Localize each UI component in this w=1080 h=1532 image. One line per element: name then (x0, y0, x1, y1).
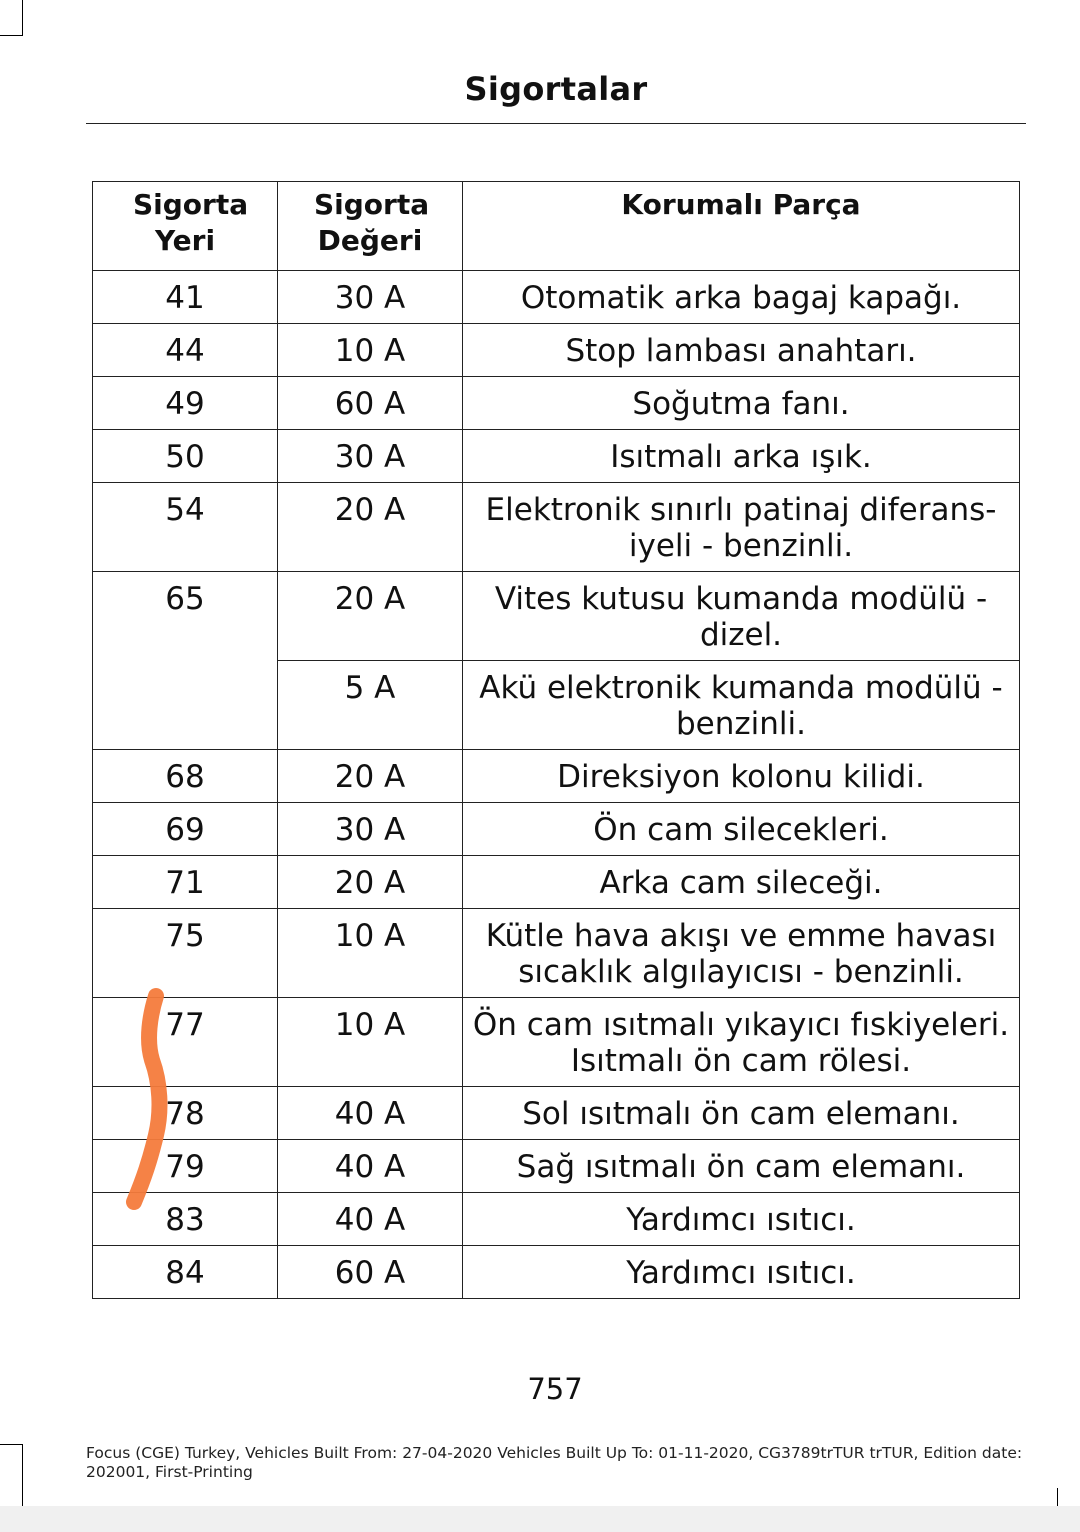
protected-component: Arka cam sileceği. (463, 856, 1020, 909)
fuse-rating: 10 A (278, 324, 463, 377)
fuse-location: 83 (93, 1193, 278, 1246)
fuse-rating: 30 A (278, 803, 463, 856)
fuse-location: 78 (93, 1087, 278, 1140)
fuse-location: 54 (93, 483, 278, 572)
protected-component: Ön cam silecekleri. (463, 803, 1020, 856)
fuse-rating: 30 A (278, 271, 463, 324)
fuse-rating: 5 A (278, 661, 463, 750)
protected-component: Stop lambası anahtarı. (463, 324, 1020, 377)
protected-component: Otomatik arka bagaj kapağı. (463, 271, 1020, 324)
protected-component: Direksiyon kolonu kilidi. (463, 750, 1020, 803)
fuse-rating: 20 A (278, 750, 463, 803)
protected-component: Ön cam ısıtmalı yıkayıcı fıskiyeleri. Isıtmalı ön cam rölesi. (463, 998, 1020, 1087)
fuse-location: 65 (93, 572, 278, 750)
header-fuse-location: Sigorta Yeri (93, 182, 278, 271)
header-fuse-rating: Sigorta Değeri (278, 182, 463, 271)
fuse-location: 77 (93, 998, 278, 1087)
protected-component: Soğutma fanı. (463, 377, 1020, 430)
fuse-rating: 20 A (278, 856, 463, 909)
protected-component: Yardımcı ısıtıcı. (463, 1193, 1020, 1246)
protected-component: Sol ısıtmalı ön cam elemanı. (463, 1087, 1020, 1140)
fuse-location: 79 (93, 1140, 278, 1193)
footer-edition-info: Focus (CGE) Turkey, Vehicles Built From: 27-04-2020 Vehicles Built Up To: 01-11-2020, CG3789trTUR trTUR, Edition date: 202001, First-Printing (86, 1444, 1023, 1481)
fuse-rating: 30 A (278, 430, 463, 483)
fuse-location: 69 (93, 803, 278, 856)
fuse-rating: 20 A (278, 483, 463, 572)
fuse-rating: 40 A (278, 1193, 463, 1246)
fuse-location: 41 (93, 271, 278, 324)
fuse-location: 50 (93, 430, 278, 483)
protected-component: Akü elektronik kumanda modülü - benzinli. (463, 661, 1020, 750)
highlight-stroke-path (134, 996, 159, 1202)
fuse-location: 84 (93, 1246, 278, 1299)
page-title: Sigortalar (464, 70, 648, 108)
fuse-location: 75 (93, 909, 278, 998)
fuse-location: 49 (93, 377, 278, 430)
protected-component: Sağ ısıtmalı ön cam elemanı. (463, 1140, 1020, 1193)
page-number: 757 (527, 1372, 583, 1406)
bottom-strip (0, 1506, 1080, 1532)
fuse-rating: 60 A (278, 377, 463, 430)
protected-component: Isıtmalı arka ışık. (463, 430, 1020, 483)
fuse-rating: 20 A (278, 572, 463, 661)
fuse-location: 44 (93, 324, 278, 377)
fuse-location: 68 (93, 750, 278, 803)
fuse-location: 71 (93, 856, 278, 909)
protected-component: Kütle hava akışı ve emme havası sıcaklık algılayıcısı - benzinli. (463, 909, 1020, 998)
fuse-rating: 10 A (278, 998, 463, 1087)
protected-component: Yardımcı ısıtıcı. (463, 1246, 1020, 1299)
header-protected-component: Korumalı Parça (463, 182, 1020, 271)
fuse-rating: 60 A (278, 1246, 463, 1299)
protected-component: Vites kutusu kumanda modülü - dizel. (463, 572, 1020, 661)
fuse-rating: 10 A (278, 909, 463, 998)
fuse-rating: 40 A (278, 1087, 463, 1140)
protected-component: Elektronik sınırlı patinaj diferansiyeli - benzinli. (463, 483, 1020, 572)
fuse-rating: 40 A (278, 1140, 463, 1193)
